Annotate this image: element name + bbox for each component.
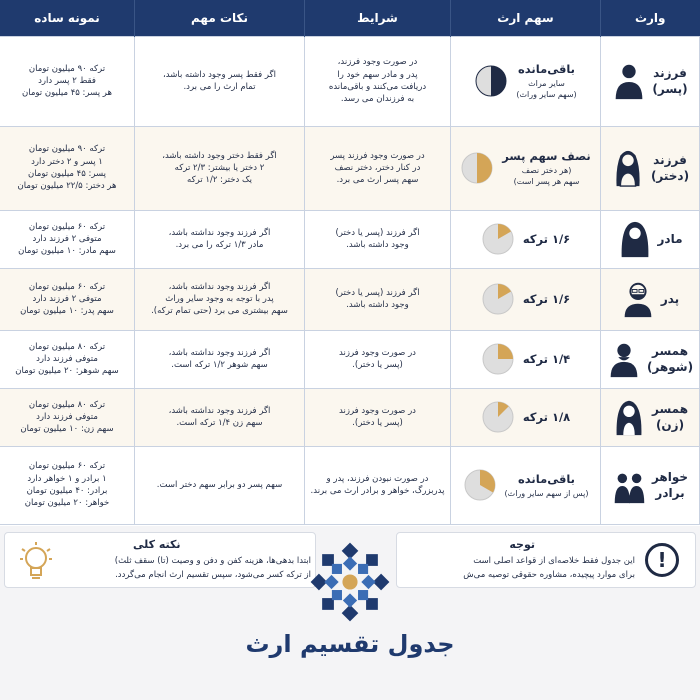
note-line: سهم بیشتری می برد (حتی تمام ترکه). (151, 306, 288, 317)
example-line: سهم مادر: ۱۰ میلیون تومان (18, 246, 116, 257)
condition-line: وجود داشته باشد. (346, 300, 409, 310)
example-line: متوفی فرزند دارد (36, 353, 98, 364)
table-row (0, 268, 700, 330)
heir-cell (601, 210, 700, 268)
example-cell (0, 210, 135, 268)
note-line: اگر فرزند وجود نداشته باشد، (168, 347, 271, 358)
note-line: اگر فرزند وجود نداشته باشد، (168, 281, 271, 292)
heir-name-line: همسر (651, 401, 689, 416)
share-value: باقی‌مانده (518, 471, 575, 486)
heir-name-line: همسر (651, 343, 689, 358)
condition-line: پدربزرگ، خواهر و برادر ارث می برند. (310, 486, 445, 496)
heir-name (647, 343, 693, 375)
example-cell (0, 330, 135, 388)
share-value: ۱/۸ ترکه (522, 409, 571, 424)
tip-text (61, 555, 311, 582)
notes-cell (135, 330, 305, 388)
condition-line: دریافت می‌کنند و باقی‌مانده (328, 82, 427, 92)
share-pie-icon (463, 468, 497, 502)
condition-line: وجود داشته باشد. (346, 240, 409, 250)
header-share: سهم ارث (451, 0, 601, 36)
example-line: ترکه ۶۰ میلیون تومان (28, 461, 106, 472)
condition-line: در صورت وجود فرزند (339, 347, 416, 358)
share-value: باقی‌مانده (518, 62, 575, 77)
example-line: خواهر: ۲۰ میلیون تومان (24, 498, 110, 509)
notice-box (396, 532, 696, 588)
share-cell (451, 210, 601, 268)
note-line: ۲ دختر یا بیشتر: ۲/۳ ترکه (174, 162, 265, 173)
wife-icon (612, 397, 646, 437)
table-row (0, 210, 700, 268)
heir-name-line: مادر (657, 231, 683, 246)
condition-line: در صورت وجود فرزند، (337, 57, 418, 68)
footer-section (0, 526, 700, 700)
son-icon (612, 61, 646, 101)
share-pie-icon (474, 64, 508, 98)
notes-cell (135, 268, 305, 330)
example-cell (0, 126, 135, 210)
note-line: اگر فقط دختر وجود داشته باشد، (162, 150, 277, 161)
table-row (0, 446, 700, 524)
example-line: سهم پدر: ۱۰ میلیون تومان (20, 306, 114, 317)
heir-cell (601, 388, 700, 446)
heir-name (658, 231, 683, 247)
notice-title: توجه (509, 538, 535, 551)
share-value: ۱/۴ ترکه (522, 351, 571, 366)
page-title: جدول تقسیم ارث (245, 630, 455, 658)
note-line: سهم پسر دو برابر سهم دختر است. (156, 479, 283, 490)
heir-name-line: فرزند (653, 65, 687, 80)
lightbulb-icon (19, 541, 53, 583)
mother-icon (618, 219, 652, 259)
example-line: متوفی ۲ فرزند دارد (32, 233, 102, 244)
heir-name-line: (شوهر) (646, 360, 694, 374)
condition-line: سهم پسر ارث می برد. (336, 175, 419, 186)
heir-name-line: (دختر) (650, 169, 690, 183)
notice-line: برای موارد پیچیده، مشاوره حقوقی توصیه می‌ش (463, 569, 635, 580)
notes-cell (135, 388, 305, 446)
heir-name-line: (پسر) (652, 82, 688, 96)
share-cell (451, 268, 601, 330)
heir-name (652, 401, 688, 433)
example-line: ترکه ۶۰ میلیون تومان (28, 221, 106, 232)
condition-line: در صورت وجود فرزند پسر (330, 150, 425, 161)
note-line: اگر فرزند وجود نداشته باشد، (168, 227, 271, 238)
conditions-cell (305, 268, 451, 330)
table-row (0, 126, 700, 210)
heir-name-line: (زن) (655, 418, 685, 432)
conditions-cell (305, 126, 451, 210)
notice-line: این جدول فقط خلاصه‌ای از قواعد اصلی است (473, 556, 635, 566)
note-line: یک دختر: ۱/۲ ترکه (187, 175, 252, 186)
table-row (0, 36, 700, 126)
notes-cell (135, 210, 305, 268)
condition-line: در صورت وجود فرزند (339, 405, 416, 416)
notes-cell (135, 446, 305, 524)
note-line: پدر با توجه به وجود سایر وراث (165, 293, 274, 304)
note-line: تمام ارث را می برد. (183, 82, 256, 92)
example-line: سهم شوهر: ۲۰ میلیون تومان (15, 366, 119, 377)
example-line: ۱ پسر و ۲ دختر دارد (31, 156, 103, 167)
heir-name-line: برادر (655, 486, 685, 500)
notice-text (403, 555, 635, 582)
header-notes: نکات مهم (135, 0, 305, 36)
share-subtext (502, 165, 590, 188)
conditions-cell (305, 446, 451, 524)
condition-line: در کنار دختر، دختر نصف (334, 162, 421, 173)
father-icon (621, 279, 655, 319)
example-line: ترکه ۸۰ میلیون تومان (28, 399, 106, 410)
share-sub-line: سهم هر پسر است) (513, 177, 580, 187)
heir-name-line: پدر (660, 291, 680, 306)
example-line: پسر: ۴۵ میلیون تومان (27, 169, 107, 179)
husband-icon (607, 339, 641, 379)
conditions-cell (305, 210, 451, 268)
tip-title: نکته کلی (133, 538, 181, 551)
condition-line: اگر فرزند (پسر یا دختر) (335, 227, 420, 238)
share-cell (451, 330, 601, 388)
share-cell (451, 126, 601, 210)
example-line: هر پسر: ۴۵ میلیون تومان (22, 88, 112, 99)
example-line: ترکه ۹۰ میلیون تومان (28, 63, 106, 74)
note-line: اگر فرزند وجود نداشته باشد، (168, 405, 271, 416)
table-row (0, 388, 700, 446)
note-line: مادر ۱/۳ ترکه را می برد. (175, 240, 264, 250)
share-value: ۱/۶ ترکه (522, 291, 571, 306)
conditions-cell (305, 330, 451, 388)
conditions-cell (305, 36, 451, 126)
share-subtext (505, 488, 589, 500)
example-cell (0, 36, 135, 126)
condition-line: (پسر یا دختر). (352, 418, 403, 428)
example-line: ترکه ۶۰ میلیون تومان (28, 281, 106, 292)
example-line: ترکه ۸۰ میلیون تومان (28, 341, 106, 352)
share-sub-line: (پس از سهم سایر وراث) (504, 488, 589, 498)
example-line: فقط ۲ پسر دارد (38, 75, 96, 86)
siblings-icon (612, 465, 646, 505)
table-header-row (0, 0, 700, 36)
flower-logo (308, 540, 392, 624)
table-body (0, 36, 700, 524)
example-line: ترکه ۹۰ میلیون تومان (28, 144, 106, 155)
heir-cell (601, 268, 700, 330)
heir-name-line: خواهر (651, 469, 689, 484)
share-cell (451, 446, 601, 524)
share-subtext (516, 78, 576, 101)
share-cell (451, 388, 601, 446)
example-line: هر دختر: ۲۲/۵ میلیون تومان (17, 181, 117, 192)
table-row (0, 330, 700, 388)
example-line: سهم زن: ۱۰ میلیون تومان (20, 424, 114, 435)
example-cell (0, 268, 135, 330)
heir-name (652, 469, 688, 501)
example-line: متوفی ۲ فرزند دارد (32, 293, 102, 304)
header-conditions: شرایط (305, 0, 451, 36)
note-line: سهم زن ۱/۴ ترکه است. (176, 418, 263, 428)
tip-line: از ترکه کسر می‌شود، سپس تقسیم ارث انجام می‌گردد. (115, 569, 311, 580)
share-pie-icon (481, 222, 515, 256)
heir-cell (601, 36, 700, 126)
share-pie-icon (460, 151, 494, 185)
example-line: برادر: ۴۰ میلیون تومان (26, 486, 108, 496)
condition-line: (پسر یا دختر). (352, 360, 403, 370)
heir-cell (601, 446, 700, 524)
share-sub-line: سایر مراث (528, 78, 565, 88)
heir-name (651, 152, 689, 184)
exclamation-icon: ! (645, 543, 679, 577)
example-cell (0, 446, 135, 524)
heir-cell (601, 126, 700, 210)
condition-line: به فرزندان می رسد. (340, 94, 415, 105)
heir-name (652, 65, 687, 97)
heir-cell (601, 330, 700, 388)
share-pie-icon (481, 342, 515, 376)
tip-box (4, 532, 316, 588)
note-line: اگر فقط پسر وجود داشته باشد، (163, 69, 276, 80)
conditions-cell (305, 388, 451, 446)
note-line: سهم شوهر ۱/۲ ترکه است. (171, 360, 268, 370)
share-cell (451, 36, 601, 126)
condition-line: اگر فرزند (پسر یا دختر) (335, 287, 420, 298)
share-pie-icon (481, 400, 515, 434)
example-line: ۱ برادر و ۱ خواهر دارد (27, 473, 107, 484)
tip-line: ابتدا بدهی‌ها، هزینه کفن و دفن و وصیت (تا) سقف ثلث) (114, 556, 311, 566)
example-line: متوفی فرزند دارد (36, 411, 98, 422)
example-cell (0, 388, 135, 446)
heir-name-line: فرزند (653, 152, 687, 167)
share-value: ۱/۶ ترکه (522, 231, 571, 246)
condition-line: پدر و مادر سهم خود را (337, 69, 418, 80)
notes-cell (135, 126, 305, 210)
daughter-icon (611, 148, 645, 188)
share-sub-line: (هر دختر نصف (521, 165, 572, 175)
share-sub-line: (سهم سایر وراث) (516, 90, 577, 100)
header-example: نمونه ساده (0, 0, 135, 36)
condition-line: در صورت نبودن فرزند، پدر و (326, 473, 429, 484)
share-pie-icon (481, 282, 515, 316)
share-value: نصف سهم پسر (502, 149, 591, 164)
heir-name (661, 291, 679, 307)
header-heir: وارث (601, 0, 700, 36)
notes-cell (135, 36, 305, 126)
